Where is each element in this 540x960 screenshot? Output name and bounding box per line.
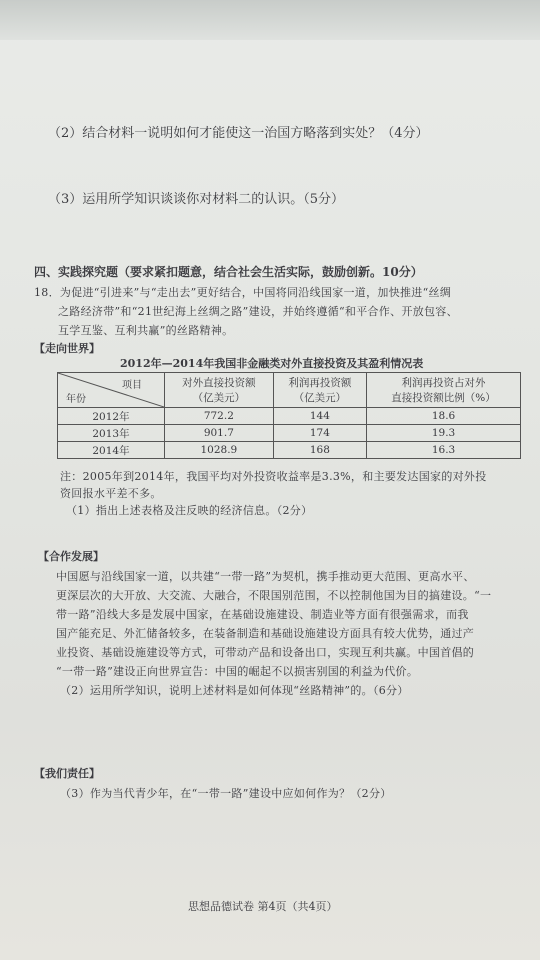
table-row [58, 425, 521, 442]
responsibility-heading: 【我们责任】 [34, 767, 100, 780]
coop-line-4: 国产能充足、外汇储备较多，在装备制造和基础设施建设方面具有较大优势，通过产 [56, 627, 475, 640]
coop-line-2: 更深层次的大开放、大交流、大融合，不限国别范围，不以控制他国为目的搞建设。“一 [56, 589, 492, 602]
cell-invest: 1028.9 [165, 442, 274, 459]
cell-profit: 168 [273, 442, 366, 459]
cell-ratio: 16.3 [367, 442, 521, 459]
question-3: （3）运用所学知识谈谈你对材料二的认识。（5分） [48, 192, 345, 207]
investment-table [57, 372, 521, 459]
q18-line-2: 之路经济带”和“21世纪海上丝绸之路”建设，并始终遵循“和平合作、开放包容、 [58, 305, 458, 318]
page-top-edge [0, 0, 540, 40]
cell-year: 2013年 [58, 425, 165, 442]
column-header-profit: 利润再投资额 （亿美元） [273, 373, 366, 408]
cell-year: 2012年 [58, 408, 165, 425]
q18-line-3: 互学互鉴、互利共赢”的丝路精神。 [58, 324, 234, 337]
table-row [58, 408, 521, 425]
cell-ratio: 19.3 [367, 425, 521, 442]
note-line-1: 注：2005年到2014年，我国平均对外投资收益率是3.3%，和主要发达国家的对外投 [60, 470, 487, 483]
table-caption: 2012年—2014年我国非金融类对外直接投资及其盈利情况表 [120, 357, 424, 370]
cell-profit: 174 [273, 425, 366, 442]
table-row [58, 442, 521, 459]
coop-line-6: “一带一路”建设正向世界宣告：中国的崛起不以损害别国的利益为代价。 [56, 665, 419, 678]
corner-label-year: 年份 [66, 394, 86, 405]
coop-heading: 【合作发展】 [38, 550, 104, 563]
cell-invest: 901.7 [165, 425, 274, 442]
coop-line-3: 带一路”沿线大多是发展中国家，在基础设施建设、制造业等方面有很强需求，而我 [56, 608, 469, 621]
table-header-row [58, 373, 521, 408]
coop-line-5: 业投资、基础设施建设等方式，可带动产品和设备出口，实现互利共赢。中国首倡的 [56, 646, 475, 659]
question-18-2: （2）运用所学知识，说明上述材料是如何体现“丝路精神”的。（6分） [60, 684, 409, 697]
cell-year: 2014年 [58, 442, 165, 459]
section-4-title: 四、实践探究题（要求紧扣题意，结合社会生活实际，鼓励创新。10分） [34, 265, 423, 279]
cell-invest: 772.2 [165, 408, 274, 425]
question-18-3: （3）作为当代青少年，在“一带一路”建设中应如何作为？（2分） [60, 787, 392, 800]
cell-profit: 144 [273, 408, 366, 425]
coop-line-1: 中国愿与沿线国家一道，以共建“一带一路”为契机，携手推动更大范围、更高水平、 [56, 570, 475, 583]
corner-label-item: 项目 [122, 380, 142, 391]
column-header-invest: 对外直接投资额 （亿美元） [165, 373, 274, 408]
world-heading: 【走向世界】 [34, 342, 100, 355]
column-header-ratio: 利润再投资占对外 直接投资额比例（%） [367, 373, 521, 408]
question-18-1: （1）指出上述表格及注反映的经济信息。（2分） [66, 504, 313, 517]
note-line-2: 资回报水平差不多。 [60, 487, 162, 500]
table-corner-cell [58, 373, 165, 408]
q18-line-1: 18．为促进“引进来”与“走出去”更好结合，中国将同沿线国家一道，加快推进“丝绸 [34, 286, 452, 299]
page-footer: 思想品德试卷 第4页（共4页） [188, 900, 338, 913]
cell-ratio: 18.6 [367, 408, 521, 425]
question-2: （2）结合材料一说明如何才能使这一治国方略落到实处？（4分） [48, 126, 429, 141]
